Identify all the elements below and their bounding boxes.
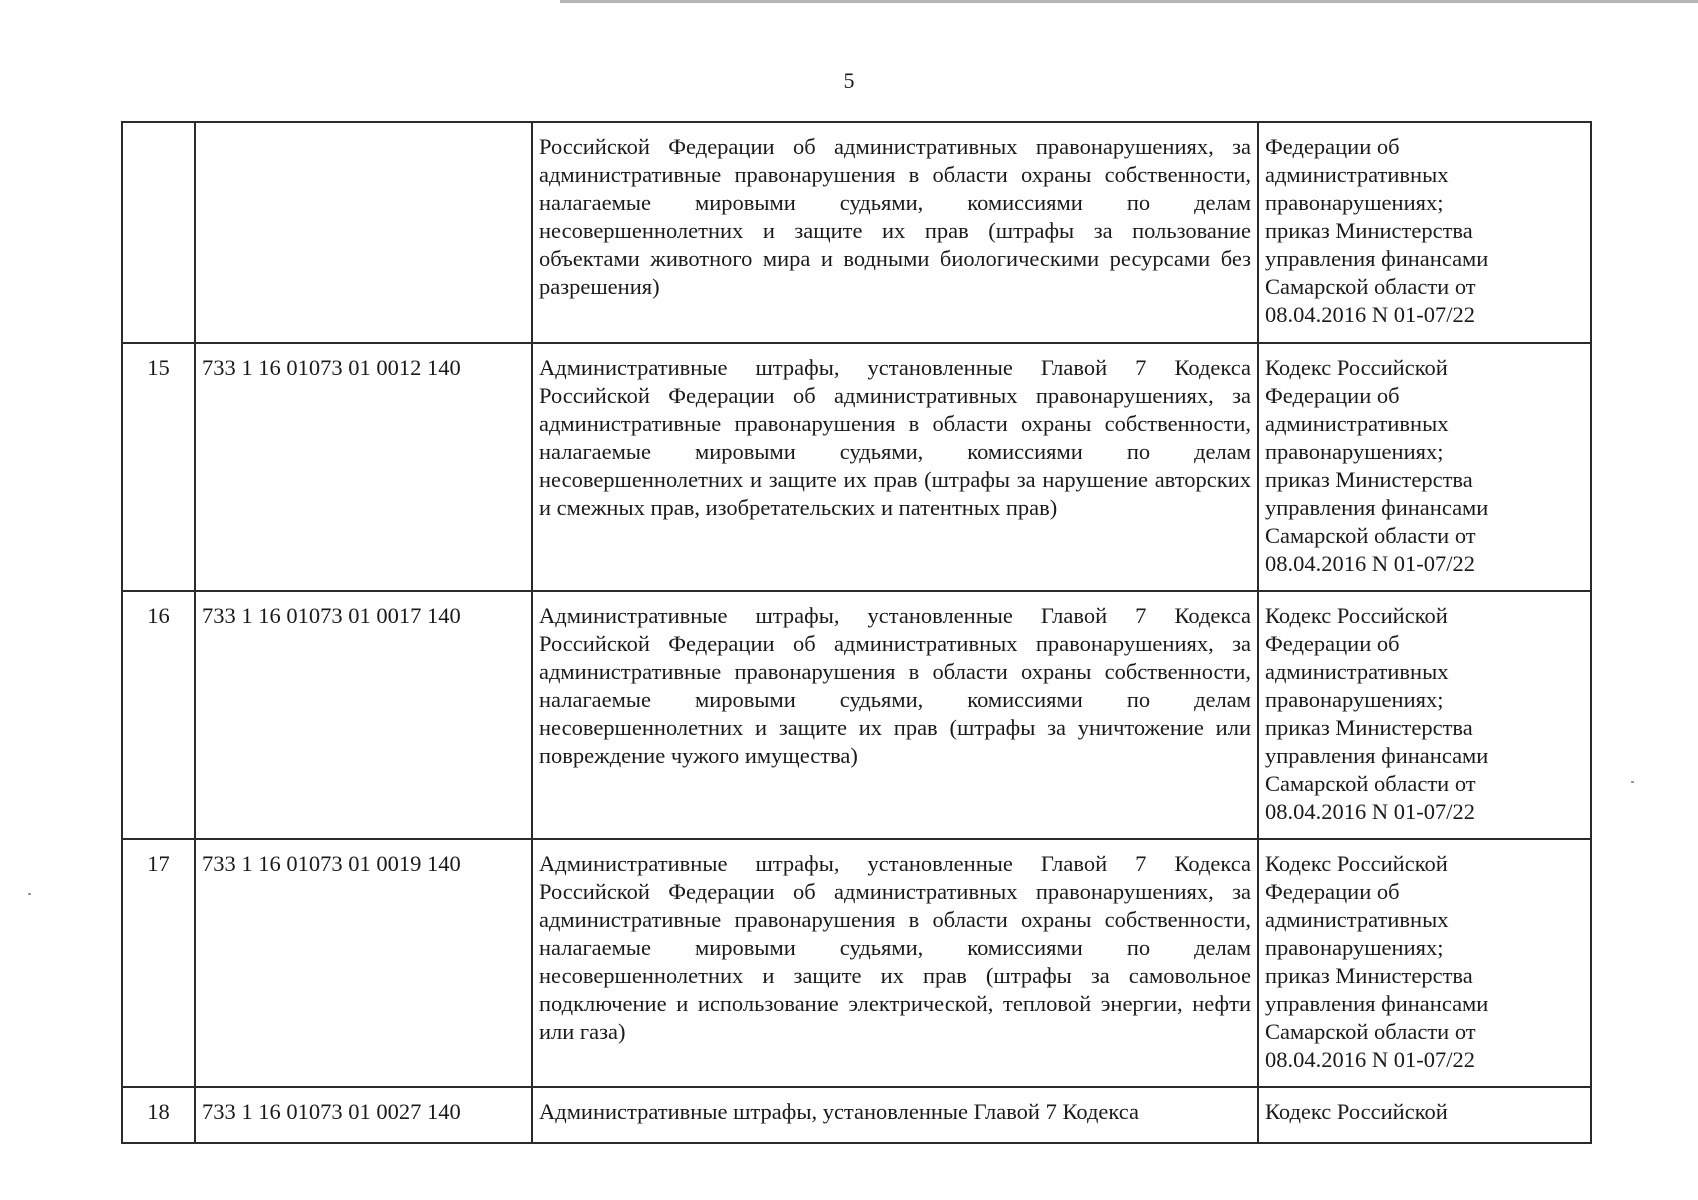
scan-speck (28, 893, 31, 895)
table-row (122, 1087, 1591, 1143)
description-cell: Российской Федерации об административных правонарушениях, за административные правонарушения в области охраны собственности, налагаемые мировыми судьями, комиссиями по делам несовершеннолетних и защите их прав (штрафы за пользование объектами животного мира и водными биологическими ресурсами без разрешения) (532, 122, 1258, 343)
row-number-cell: 16 (122, 591, 195, 839)
scan-speck (1631, 781, 1634, 783)
table-row (122, 343, 1591, 591)
budget-codes-table (121, 121, 1592, 1144)
row-number-cell: 18 (122, 1087, 195, 1143)
budget-code-cell (195, 122, 532, 343)
budget-code-cell: 733 1 16 01073 01 0017 140 (195, 591, 532, 839)
budget-code-cell: 733 1 16 01073 01 0012 140 (195, 343, 532, 591)
table-row (122, 591, 1591, 839)
page-number: 5 (843, 68, 855, 93)
description-cell: Административные штрафы, установленные Главой 7 Кодекса Российской Федерации об административных правонарушениях, за административные правонарушения в области охраны собственности, налагаемые мировыми судьями, комиссиями по делам несовершеннолетних и защите их прав (штрафы за самовольное подключение и использование электрической, тепловой энергии, нефти или газа) (532, 839, 1258, 1087)
legal-basis-cell: Федерации об административных правонарушениях; приказ Министерства управления финансами Самарской области от 08.04.2016 N 01-07/22 (1258, 122, 1591, 343)
row-number-cell: 17 (122, 839, 195, 1087)
description-cell: Административные штрафы, установленные Главой 7 Кодекса Российской Федерации об административных правонарушениях, за административные правонарушения в области охраны собственности, налагаемые мировыми судьями, комиссиями по делам несовершеннолетних и защите их прав (штрафы за уничтожение или повреждение чужого имущества) (532, 591, 1258, 839)
description-cell: Административные штрафы, установленные Главой 7 Кодекса (532, 1087, 1258, 1143)
table-row (122, 122, 1591, 343)
legal-basis-cell: Кодекс Российской Федерации об административных правонарушениях; приказ Министерства управления финансами Самарской области от 08.04.2016 N 01-07/22 (1258, 591, 1591, 839)
legal-basis-cell: Кодекс Российской (1258, 1087, 1591, 1143)
budget-code-cell: 733 1 16 01073 01 0027 140 (195, 1087, 532, 1143)
scan-edge-line (560, 0, 1698, 3)
legal-basis-cell: Кодекс Российской Федерации об административных правонарушениях; приказ Министерства управления финансами Самарской области от 08.04.2016 N 01-07/22 (1258, 839, 1591, 1087)
table-row (122, 839, 1591, 1087)
description-cell: Административные штрафы, установленные Главой 7 Кодекса Российской Федерации об административных правонарушениях, за административные правонарушения в области охраны собственности, налагаемые мировыми судьями, комиссиями по делам несовершеннолетних и защите их прав (штрафы за нарушение авторских и смежных прав, изобретательских и патентных прав) (532, 343, 1258, 591)
budget-code-cell: 733 1 16 01073 01 0019 140 (195, 839, 532, 1087)
row-number-cell (122, 122, 195, 343)
row-number-cell: 15 (122, 343, 195, 591)
legal-basis-cell: Кодекс Российской Федерации об административных правонарушениях; приказ Министерства управления финансами Самарской области от 08.04.2016 N 01-07/22 (1258, 343, 1591, 591)
